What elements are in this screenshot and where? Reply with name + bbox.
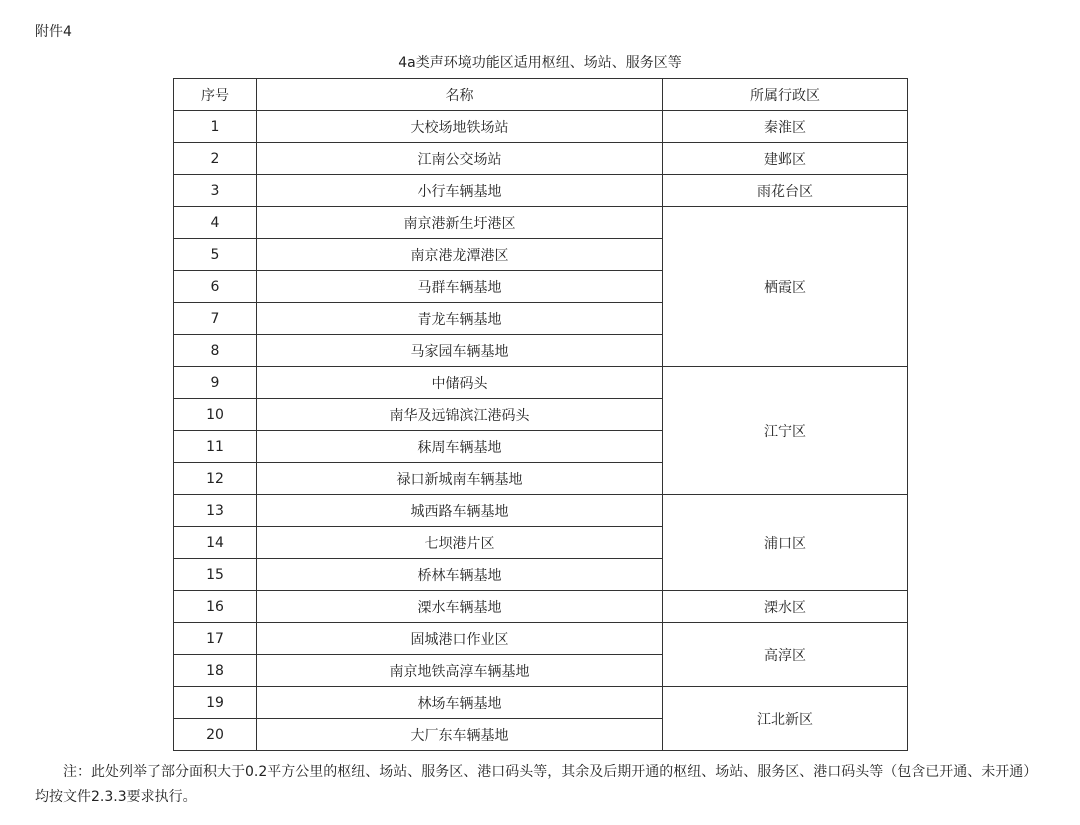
cell-name: 中储码头	[257, 367, 663, 399]
table-row	[174, 687, 908, 719]
cell-name: 马群车辆基地	[257, 271, 663, 303]
cell-district: 江宁区	[663, 367, 908, 495]
cell-number: 14	[174, 527, 257, 559]
cell-district: 建邺区	[663, 143, 908, 175]
cell-name: 南京地铁高淳车辆基地	[257, 655, 663, 687]
cell-number: 10	[174, 399, 257, 431]
cell-name: 大校场地铁场站	[257, 111, 663, 143]
table-header-row	[174, 79, 908, 111]
cell-name: 溧水车辆基地	[257, 591, 663, 623]
cell-number: 12	[174, 463, 257, 495]
header-number: 序号	[174, 79, 257, 111]
cell-name: 大厂东车辆基地	[257, 719, 663, 751]
cell-number: 13	[174, 495, 257, 527]
cell-number: 7	[174, 303, 257, 335]
cell-number: 5	[174, 239, 257, 271]
table-row	[174, 495, 908, 527]
header-name: 名称	[257, 79, 663, 111]
table-row	[174, 111, 908, 143]
cell-number: 15	[174, 559, 257, 591]
cell-name: 南华及远锦滨江港码头	[257, 399, 663, 431]
cell-district: 高淳区	[663, 623, 908, 687]
table-title: 4a类声环境功能区适用枢纽、场站、服务区等	[398, 55, 682, 71]
table-row	[174, 143, 908, 175]
cell-number: 3	[174, 175, 257, 207]
cell-number: 6	[174, 271, 257, 303]
cell-name: 固城港口作业区	[257, 623, 663, 655]
cell-name: 南京港龙潭港区	[257, 239, 663, 271]
cell-number: 8	[174, 335, 257, 367]
cell-name: 青龙车辆基地	[257, 303, 663, 335]
cell-name: 江南公交场站	[257, 143, 663, 175]
cell-district: 栖霞区	[663, 207, 908, 367]
cell-name: 禄口新城南车辆基地	[257, 463, 663, 495]
cell-number: 9	[174, 367, 257, 399]
table-row	[174, 207, 908, 239]
cell-district: 溧水区	[663, 591, 908, 623]
cell-name: 南京港新生圩港区	[257, 207, 663, 239]
table-row	[174, 367, 908, 399]
cell-district: 浦口区	[663, 495, 908, 591]
cell-number: 16	[174, 591, 257, 623]
cell-name: 林场车辆基地	[257, 687, 663, 719]
table-row	[174, 591, 908, 623]
cell-name: 城西路车辆基地	[257, 495, 663, 527]
cell-name: 马家园车辆基地	[257, 335, 663, 367]
footnote: 注：此处列举了部分面积大于0.2平方公里的枢纽、场站、服务区、港口码头等，其余及后期开通的枢纽、场站、服务区、港口码头等（包含已开通、未开通）均按文件2.3.3要求执行。	[35, 764, 1038, 805]
table-row	[174, 175, 908, 207]
attachment-label: 附件4	[35, 24, 72, 40]
cell-number: 20	[174, 719, 257, 751]
cell-number: 11	[174, 431, 257, 463]
header-district: 所属行政区	[663, 79, 908, 111]
cell-name: 秣周车辆基地	[257, 431, 663, 463]
cell-name: 桥林车辆基地	[257, 559, 663, 591]
cell-number: 4	[174, 207, 257, 239]
cell-number: 2	[174, 143, 257, 175]
cell-number: 18	[174, 655, 257, 687]
cell-name: 七坝港片区	[257, 527, 663, 559]
cell-name: 小行车辆基地	[257, 175, 663, 207]
facilities-table	[173, 78, 908, 751]
cell-number: 19	[174, 687, 257, 719]
cell-district: 江北新区	[663, 687, 908, 751]
cell-number: 17	[174, 623, 257, 655]
table-row	[174, 623, 908, 655]
cell-district: 秦淮区	[663, 111, 908, 143]
cell-district: 雨花台区	[663, 175, 908, 207]
cell-number: 1	[174, 111, 257, 143]
